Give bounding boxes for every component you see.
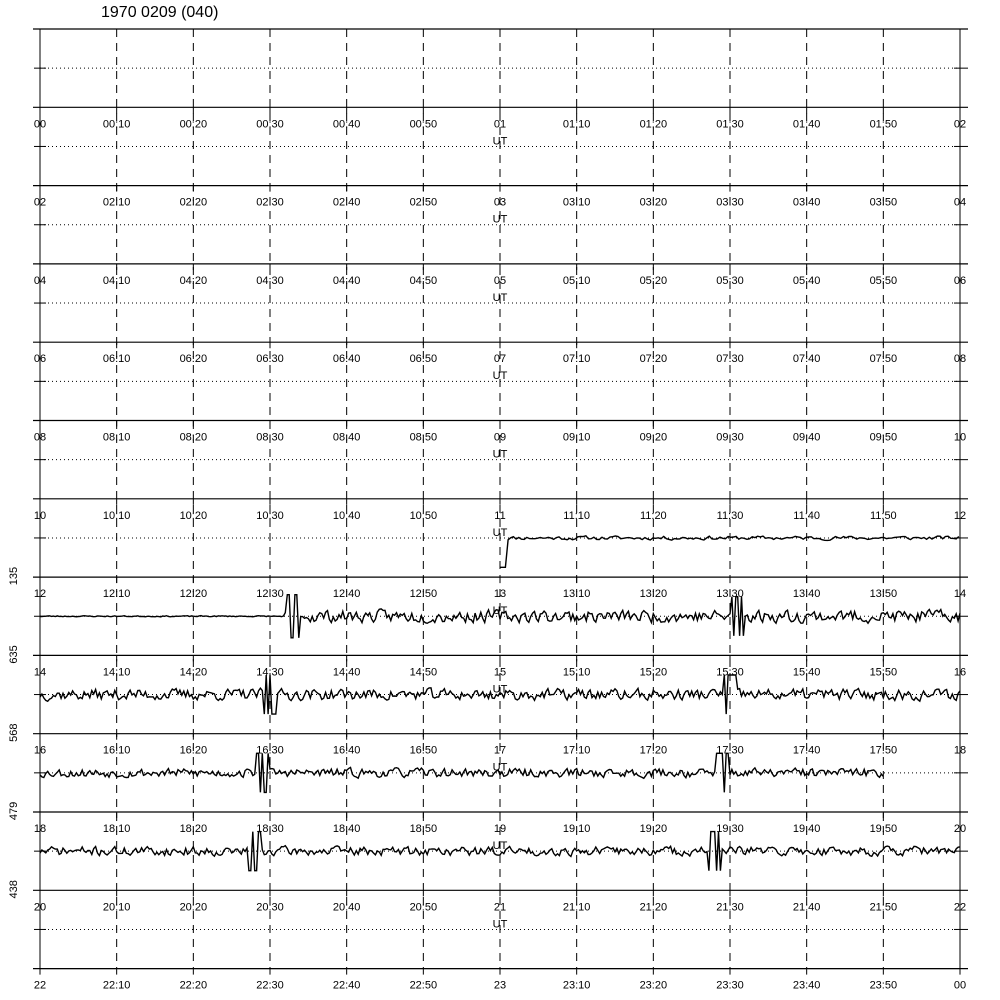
tick-label: 02:40: [332, 196, 361, 209]
tick-label: 04:30: [256, 274, 284, 287]
tick-label: 04: [953, 196, 967, 209]
tick-label: 18:50: [409, 823, 438, 835]
axis-label-ut: UT: [492, 840, 508, 852]
tick-label: 00: [33, 118, 47, 131]
tick-label: 21:40: [792, 901, 821, 914]
tick-label: 21:30: [716, 901, 744, 914]
tick-label: 22:10: [102, 979, 131, 992]
tick-label: 15:10: [562, 666, 591, 679]
tick-label: 18:30: [256, 823, 284, 835]
tick-label: 10:20: [179, 509, 208, 522]
tick-label: 22:40: [332, 979, 361, 992]
axis-label-ut: UT: [492, 370, 508, 383]
tick-label: 23:10: [562, 979, 591, 992]
tick-label: 17: [493, 744, 507, 757]
tick-label: 08:30: [256, 431, 284, 444]
tick-label: 17:20: [639, 744, 668, 757]
tick-label: 05:10: [562, 274, 591, 287]
tick-label: 19:10: [562, 823, 591, 835]
tick-label: 10:10: [102, 509, 131, 522]
tick-label: 20:10: [102, 901, 131, 914]
tick-label: 18: [33, 823, 47, 835]
tick-label: 23: [493, 979, 507, 992]
tick-label: 22: [33, 979, 47, 992]
data-trace-12: [500, 536, 959, 568]
tick-label: 06: [33, 353, 47, 366]
tick-label: 03:30: [716, 196, 744, 209]
tick-label: 17:50: [869, 744, 898, 757]
tick-label: 16: [33, 744, 47, 757]
tick-label: 16:40: [332, 744, 361, 757]
tick-label: 15: [493, 666, 507, 679]
tick-label: 05:20: [639, 274, 668, 287]
side-value-label: 568: [8, 723, 20, 742]
tick-label: 14: [953, 588, 967, 601]
tick-label: 06:50: [409, 353, 438, 366]
tick-label: 09:40: [792, 431, 821, 444]
tick-label: 20:50: [409, 901, 438, 914]
tick-label: 16:30: [256, 744, 284, 757]
tick-label: 16:10: [102, 744, 131, 757]
tick-label: 00:50: [409, 118, 438, 131]
tick-label: 19:30: [716, 823, 744, 835]
tick-label: 20:20: [179, 901, 208, 914]
side-value-label: 135: [8, 566, 20, 586]
tick-label: 22: [953, 901, 967, 914]
tick-label: 04: [33, 274, 47, 287]
tick-label: 18:40: [332, 823, 361, 835]
axis-label-ut: UT: [492, 448, 508, 461]
tick-label: 14: [33, 666, 47, 679]
tick-label: 09: [493, 431, 507, 444]
tick-label: 11:50: [869, 509, 897, 522]
tick-label: 14:30: [256, 666, 284, 679]
tick-label: 18:20: [179, 823, 208, 835]
tick-label: 14:20: [179, 666, 208, 679]
tick-label: 06:20: [179, 353, 208, 366]
tick-label: 04:10: [102, 274, 131, 287]
tick-label: 05: [493, 274, 507, 287]
tick-label: 20:30: [256, 901, 284, 914]
tick-label: 05:30: [716, 274, 744, 287]
tick-label: 04:40: [332, 274, 361, 287]
tick-label: 02:20: [179, 196, 208, 209]
tick-label: 05:50: [869, 274, 898, 287]
tick-label: 06: [953, 274, 967, 287]
tick-label: 13:50: [869, 588, 898, 601]
axis-label-ut: UT: [492, 135, 508, 148]
tick-label: 01:50: [869, 118, 898, 131]
axis-label-ut: UT: [492, 213, 508, 226]
tick-label: 16:20: [179, 744, 208, 757]
tick-label: 11:40: [793, 509, 821, 522]
tick-label: 14:50: [409, 666, 438, 679]
tick-label: 09:20: [639, 431, 668, 444]
tick-label: 00:10: [102, 118, 131, 131]
tick-label: 10: [953, 431, 967, 444]
tick-label: 08:10: [102, 431, 131, 444]
tick-label: 13:30: [716, 588, 744, 601]
tick-label: 13:20: [639, 588, 668, 601]
tick-label: 23:20: [639, 979, 668, 992]
tick-label: 15:30: [716, 666, 744, 679]
tick-label: 12:40: [332, 588, 361, 601]
tick-label: 18: [953, 744, 967, 757]
tick-label: 00:30: [256, 118, 284, 131]
axis-label-ut: UT: [492, 526, 508, 539]
tick-label: 03:20: [639, 196, 668, 209]
tick-label: 21:50: [869, 901, 898, 914]
tick-label: 03: [493, 196, 507, 209]
tick-label: 12:50: [409, 588, 438, 601]
tick-label: 22:20: [179, 979, 208, 992]
tick-label: 01:40: [792, 118, 821, 131]
tick-label: 22:50: [409, 979, 438, 992]
tick-label: 19:40: [792, 823, 821, 835]
tick-label: 09:30: [716, 431, 744, 444]
tick-label: 00: [953, 979, 967, 992]
tick-label: 21:10: [562, 901, 591, 914]
tick-label: 17:40: [792, 744, 821, 757]
tick-label: 03:10: [562, 196, 591, 209]
tick-label: 00:40: [332, 118, 361, 131]
tick-label: 14:40: [332, 666, 361, 679]
side-value-label: 438: [8, 880, 20, 899]
tick-label: 23:30: [716, 979, 744, 992]
tick-label: 19:20: [639, 823, 668, 835]
tick-label: 06:40: [332, 353, 361, 366]
tick-label: 09:50: [869, 431, 898, 444]
tick-label: 07:40: [792, 353, 821, 366]
tick-label: 00:20: [179, 118, 208, 131]
tick-label: 23:50: [869, 979, 898, 992]
tick-label: 01: [493, 118, 507, 131]
tick-label: 02:30: [256, 196, 284, 209]
tick-label: 12:10: [102, 588, 131, 601]
tick-label: 20: [953, 823, 967, 835]
tick-label: 11:20: [639, 509, 667, 522]
tick-label: 08:20: [179, 431, 208, 444]
tick-label: 13: [493, 588, 507, 601]
tick-label: 20:40: [332, 901, 361, 914]
tick-label: 08: [953, 353, 967, 366]
side-value-label: 479: [8, 801, 20, 821]
axis-label-ut: UT: [492, 918, 508, 931]
tick-label: 09:10: [562, 431, 591, 444]
tick-label: 02: [953, 118, 967, 131]
tick-label: 12: [33, 588, 47, 601]
axis-label-ut: UT: [492, 761, 508, 774]
tick-label: 10:40: [332, 509, 361, 522]
tick-label: 22:30: [256, 979, 284, 992]
tick-label: 06:10: [102, 353, 131, 366]
tick-label: 12:20: [179, 588, 208, 601]
tick-label: 10:50: [409, 509, 438, 522]
tick-label: 12: [953, 509, 967, 522]
tick-label: 06:30: [256, 353, 284, 366]
tick-label: 18:10: [102, 823, 131, 835]
tick-label: 01:20: [639, 118, 668, 131]
tick-label: 17:10: [562, 744, 591, 757]
tick-label: 14:10: [102, 666, 131, 679]
tick-label: 12:30: [256, 588, 284, 601]
tick-label: 02:10: [102, 196, 131, 209]
tick-label: 08: [33, 431, 47, 444]
tick-label: 02: [33, 196, 47, 209]
tick-label: 07:30: [716, 353, 744, 366]
tick-label: 13:40: [792, 588, 821, 601]
tick-label: 03:40: [792, 196, 821, 209]
axis-label-ut: UT: [492, 291, 508, 304]
tick-label: 21:20: [639, 901, 668, 914]
tick-label: 07:20: [639, 353, 668, 366]
tick-label: 08:40: [332, 431, 361, 444]
tick-label: 15:50: [869, 666, 898, 679]
tick-label: 07:10: [562, 353, 591, 366]
tick-label: 11:10: [563, 509, 591, 522]
tick-label: 15:40: [792, 666, 821, 679]
tick-label: 03:50: [869, 196, 898, 209]
tick-label: 10:30: [256, 509, 284, 522]
axis-label-ut: UT: [492, 683, 508, 696]
tick-label: 20: [33, 901, 47, 914]
axis-label-ut: UT: [492, 605, 508, 618]
tick-label: 02:50: [409, 196, 438, 209]
tick-label: 01:30: [716, 118, 744, 131]
tick-label: 07:50: [869, 353, 898, 366]
side-value-label: 635: [8, 645, 20, 664]
tick-label: 13:10: [562, 588, 591, 601]
chart-title: 1970 0209 (040): [101, 4, 219, 21]
tick-label: 16:50: [409, 744, 438, 757]
tick-label: 10: [33, 509, 47, 522]
tick-label: 19: [493, 823, 507, 835]
tick-label: 04:50: [409, 274, 438, 287]
tick-label: 08:50: [409, 431, 438, 444]
tick-label: 11:30: [716, 509, 744, 522]
tick-label: 15:20: [639, 666, 668, 679]
tick-label: 11: [494, 509, 506, 522]
tick-label: 23:40: [792, 979, 821, 992]
tick-label: 21: [493, 901, 507, 914]
tick-label: 17:30: [716, 744, 744, 757]
tick-label: 07: [493, 353, 507, 366]
tick-label: 05:40: [792, 274, 821, 287]
tick-label: 01:10: [562, 118, 591, 131]
tick-label: 04:20: [179, 274, 208, 287]
tick-label: 16: [953, 666, 967, 679]
tick-label: 19:50: [869, 823, 898, 835]
